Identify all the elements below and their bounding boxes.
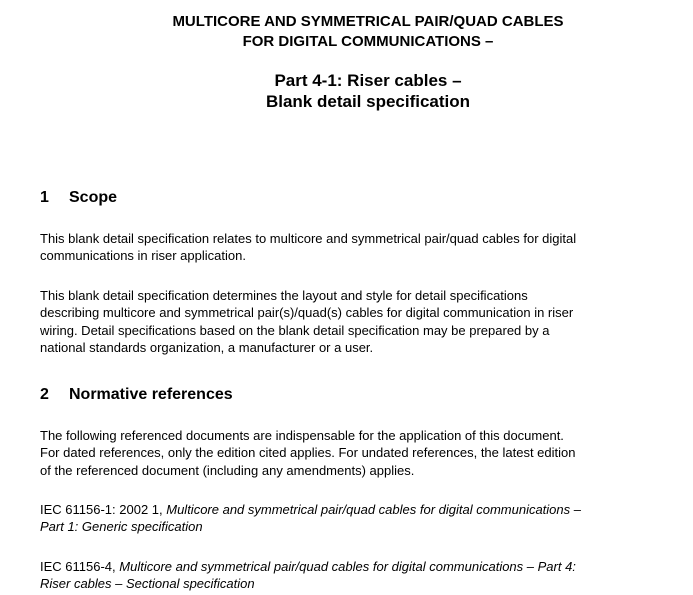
section-number: 2 (40, 386, 49, 403)
scope-paragraph-2 (40, 287, 640, 356)
reference-line (40, 501, 640, 518)
reference-entry-iec-61156-4 (40, 558, 640, 593)
section-1-heading (40, 188, 117, 208)
section-title: Normative references (69, 386, 233, 403)
reference-title-continued: Part 1: Generic specification (40, 519, 203, 535)
reference-line (40, 558, 640, 575)
paragraph-line: describing multicore and symmetrical pair(s)/quad(s) cables for digital communication in riser (40, 305, 574, 321)
part-title-line-1: Part 4-1: Riser cables – (274, 71, 462, 90)
normative-references-paragraph (40, 427, 640, 479)
part-title-line-2: Blank detail specification (265, 92, 471, 111)
reference-id: IEC 61156-4, (40, 559, 116, 574)
paragraph-line: The following referenced documents are indispensable for the application of this document. (40, 428, 564, 443)
section-title: Scope (69, 189, 118, 206)
paragraph-line: communications in riser application. (40, 248, 246, 264)
reference-title-continued: Riser cables – Sectional specification (40, 576, 255, 592)
part-title-block (0, 70, 693, 112)
reference-id: IEC 61156-1: 2002 1, (40, 502, 163, 517)
title-line-1: MULTICORE AND SYMMETRICAL PAIR/QUAD CABLES (172, 13, 564, 30)
paragraph-line: national standards organization, a manufacturer or a user. (40, 339, 374, 355)
reference-entry-iec-61156-1 (40, 501, 640, 536)
reference-title: Multicore and symmetrical pair/quad cables for digital communications – (166, 502, 581, 517)
section-2-heading (40, 385, 233, 405)
title-line-2: FOR DIGITAL COMMUNICATIONS – (242, 33, 494, 50)
scope-paragraph-1 (40, 230, 640, 265)
section-number: 1 (40, 189, 49, 206)
reference-title: Multicore and symmetrical pair/quad cables for digital communications – Part 4: (119, 559, 576, 574)
paragraph-line: wiring. Detail specifications based on the blank detail specification may be prepared by a (40, 322, 550, 338)
paragraph-line: of the referenced document (including any amendments) applies. (40, 462, 415, 478)
paragraph-line: For dated references, only the edition cited applies. For undated references, the latest edition (40, 445, 576, 461)
document-title-block (0, 12, 693, 112)
paragraph-line: This blank detail specification relates to multicore and symmetrical pair/quad cables for digital (40, 231, 577, 246)
paragraph-line: This blank detail specification determines the layout and style for detail specifications (40, 288, 528, 303)
